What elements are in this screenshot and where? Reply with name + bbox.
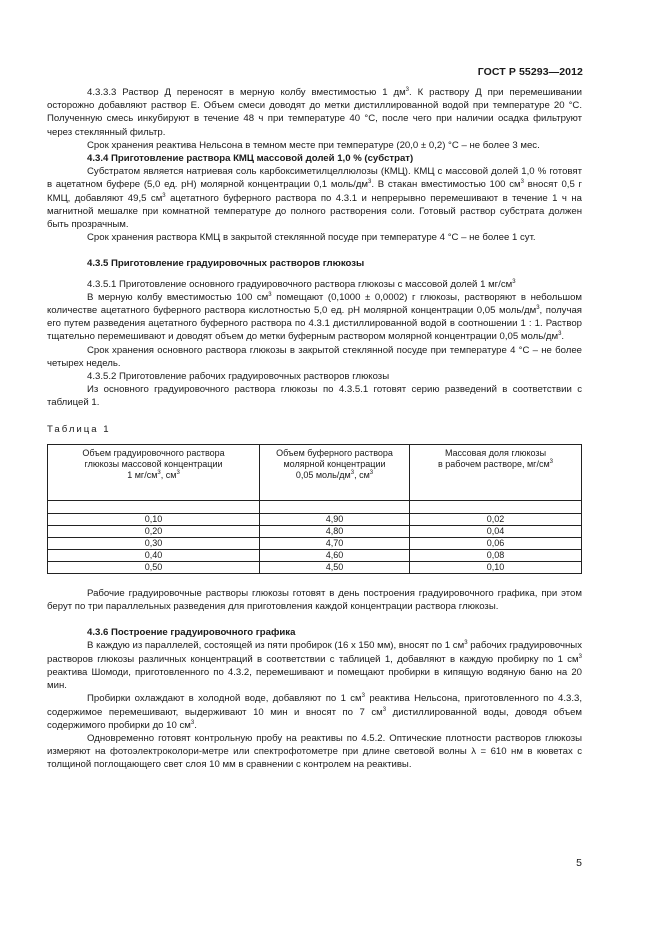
paragraph-measurement: Одновременно готовят контрольную пробу на реактивы по 4.5.2. Оптические плотности растворов глюкозы измеряют на фотоэлектроколори-метре или спектрофотометре при длине световой волны λ = 610 нм в кюветах с толщиной поглощающего свет слоя 10 мм в сравнении с контролем на реактивы.: [47, 732, 582, 771]
paragraph-dilutions: Из основного градуировочного раствора глюкозы по 4.3.5.1 готовят серию разведений в соответствии с таблицей 1.: [47, 384, 582, 409]
heading-4-3-5: 4.3.5 Приготовление градуировочных растворов глюкозы: [87, 258, 365, 270]
paragraph-4-3-5-2: 4.3.5.2 Приготовление рабочих градуировочных растворов глюкозы: [87, 371, 390, 383]
paragraph-working-solutions: Рабочие градуировочные растворы глюкозы готовят в день построения градуировочного графика, при этом берут по три параллельных разведения для приготовления каждой концентрации раствора глюкозы.: [47, 587, 582, 613]
paragraph-glucose-storage: Срок хранения основного раствора глюкозы в закрытой стеклянной посуде при температуре 4 °С – не более четырех недель.: [47, 344, 582, 369]
table-row: 0,10 4,90 0,02: [48, 513, 582, 525]
heading-4-3-4: 4.3.4 Приготовление раствора КМЦ массовой долей 1,0 % (субстрат): [87, 153, 414, 165]
table-header-col1: Объем градуировочного раствора глюкозы массовой концентрации 1 $мг/см^3$, $см^3$: [48, 444, 260, 500]
paragraph-substrate: Субстратом является натриевая соль карбоксиметилцеллюлозы (КМЦ). КМЦ с массовой долей 1,0 % готовят в ацетатном буфере (5,0 ед. pH) молярной концентрации 0,1 моль/$дм^3$. В стакан вместимостью 100 $см^3$ вносят 0,5 г КМЦ, добавляют 49,5 $см^3$ ацетатного буферного раствора по 4.3.1 и непрерывно перемешивают в течение 1 ч на магнитной мешалке при комнатной температуре до полного растворения соли. Готовый раствор субстрата должен быть прозрачным.: [47, 166, 582, 231]
paragraph-cooling: Пробирки охлаждают в холодной воде, добавляют по 1 $см^3$ реактива Нельсона, приготовленного по 4.3.3, содержимое перемешивают, выдерживают 10 мин и вносят по 7 $см^3$ дистиллированной воды, доводя объем содержимого пробирки до 10 $см^3$.: [47, 693, 583, 731]
paragraph-4-3-5-1: 4.3.5.1 Приготовление основного градуировочного раствора глюкозы с массовой долей 1 $мг/см^3$: [87, 278, 516, 290]
table-header-row: [48, 444, 582, 500]
table-row: 0,50 4,50 0,10: [48, 561, 582, 573]
table-row: 0,40 4,60 0,08: [48, 549, 582, 561]
table-header-col3: Массовая доля глюкозы в рабочем растворе, $мг/см^3$: [410, 444, 582, 500]
dilution-table: [47, 444, 582, 574]
heading-4-3-6: 4.3.6 Построение градуировочного графика: [87, 627, 296, 639]
paragraph-kmc-storage: Срок хранения раствора КМЦ в закрытой стеклянной посуде при температуре 4 °С – не более 1 сут.: [87, 232, 536, 244]
table-caption: Таблица 1: [47, 423, 111, 435]
paragraph-4-3-3-3: 4.3.3.3 Раствор Д переносят в мерную колбу вместимостью 1 $дм^3$. К раствору Д при перемешивании осторожно добавляют раствор Е. Объем смеси доводят до метки дистиллированной водой при температуре 20 °С. Полученную смесь инкубируют в течение 48 ч при температуре 40 °С, после чего при наличии осадка фильтруют через стеклянный фильтр.: [47, 87, 582, 138]
paragraph-nelson-storage: Срок хранения реактива Нельсона в темном месте при температуре (20,0 ± 0,2) °С – не более 3 мес.: [87, 139, 540, 151]
table-header-col2: Объем буферного раствора молярной концентрации 0,05 моль/$дм^3$, $см^3$: [260, 444, 410, 500]
document-id: ГОСТ Р 55293—2012: [477, 66, 583, 78]
table-row: 0,20 4,80 0,04: [48, 525, 582, 537]
page-number: 5: [576, 857, 582, 869]
paragraph-test-tubes: В каждую из параллелей, состоящей из пяти пробирок (16 х 150 мм), вносят по 1 $см^3$ рабочих градуировочных растворов глюкозы различных концентраций в соответствии с таблицей 1, добавляют в каждую пробирку по 1 $см^3$ реактива Шомоди, приготовленного по 4.3.2, перемешивают и помещают пробирки в кипящую водяную баню на 20 мин.: [47, 640, 583, 692]
paragraph-glucose-prep: В мерную колбу вместимостью 100 $см^3$ помещают (0,1000 ± 0,0002) г глюкозы, растворяют в небольшом количестве ацетатного буферного раствора кислотностью 5,0 ед. pH молярной концентрации 0,05 моль/$дм^3$, получая его путем разведения ацетатного буферного раствора по 4.3.1 дистиллированной водой в соотношении 1 : 1. Раствор тщательно перемешивают и доводят объем до метки буферным раствором молярной концентрации 0,05 моль/$дм^3$.: [47, 291, 583, 343]
table-row: 0,30 4,70 0,06: [48, 537, 582, 549]
document-body: [47, 86, 582, 772]
